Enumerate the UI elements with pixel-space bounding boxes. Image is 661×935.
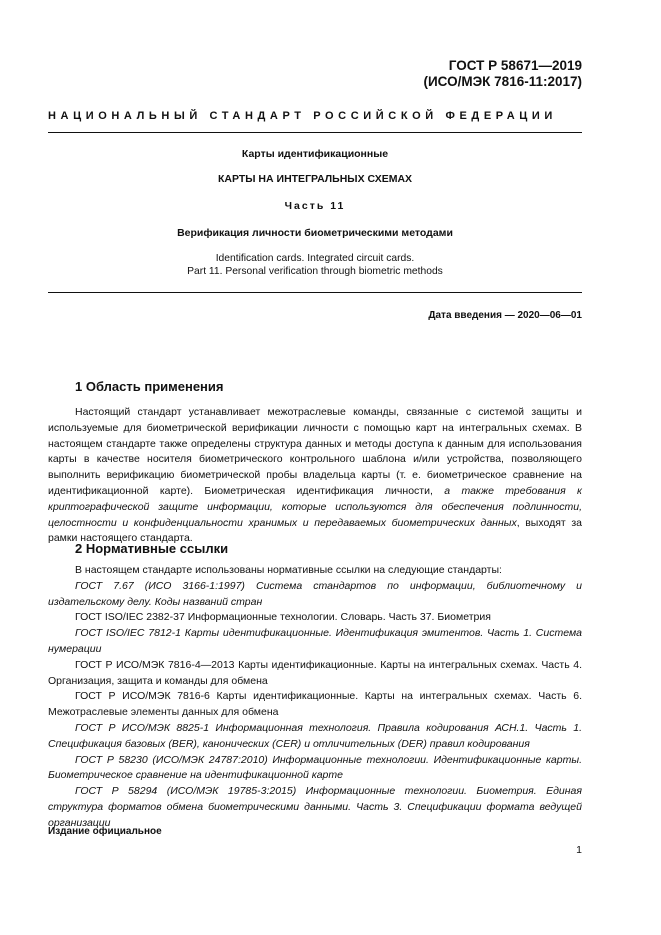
english-title-line-1: Identification cards. Integrated circuit cards. [215,253,415,264]
top-rule [48,132,582,133]
reference-item: ГОСТ ISO/IEC 2382-37 Информационные технологии. Словарь. Часть 37. Биометрия [75,611,491,624]
title-line-2: КАРТЫ НА ИНТЕГРАЛЬНЫХ СХЕМАХ [217,173,413,185]
title-part: Часть 11 [284,200,346,212]
section-2-heading: 2 Нормативные ссылки [75,541,229,556]
section-1-text-b: , выходят за рамки настоящего стандарта. [48,516,582,545]
section-1-paragraph [48,405,582,547]
section-1-body [48,405,582,547]
section-1-heading: 1 Область применения [75,379,224,394]
national-standard-banner: НАЦИОНАЛЬНЫЙ СТАНДАРТ РОССИЙСКОЙ ФЕДЕРАЦИИ [48,110,557,122]
section-2-intro: В настоящем стандарте использованы нормативные ссылки на следующие стандарты: [75,564,502,576]
standard-designation [423,58,582,90]
official-edition-label: Издание официальное [48,826,162,837]
reference-item: ГОСТ Р ИСО/МЭК 7816-6 Карты идентификационные. Карты на интегральных схемах. Часть 6. Межотраслевые элементы данных для обмена [48,690,582,719]
title-line-1: Карты идентификационные [241,148,389,160]
section-1-text-italic: а также требования к криптографической защите информации, которые используются для обеспечения подлинности, целостности и конфиденциальности хранимых и передаваемых биометрических данных [48,484,582,529]
section-1-text-a: Настоящий стандарт устанавливает межотраслевые команды, связанные с системой защиты и используемые для биометрической верификации личности с помощью карт на интегральных схемах. В настоящем стандарте также определены структура данных и методы доступа к данным для использования карты в качестве носителя биометрического контрольного шаблона и/или устройства, позволяющего выполнить верификацию биометрической пробы владельца карты (т. е. биометрическое сравнение на идентификационной карте). Биометрическая идентификация личности, [48,406,582,497]
reference-item: ГОСТ Р 58294 (ИСО/МЭК 19785-3:2015) Информационные технологии. Биометрия. Единая структура форматов обмена биометрическими данными. Часть 3. Спецификации формата ведущей организации [48,785,582,829]
reference-item: ГОСТ Р ИСО/МЭК 7816-4—2013 Карты идентификационные. Карты на интегральных схемах. Часть 4. Организация, защита и команды для обмена [48,658,582,687]
introduction-date: Дата введения — 2020—06—01 [428,310,582,321]
title-rule [48,292,582,293]
title-line-3: Верификация личности биометрическими методами [177,227,453,239]
reference-item: ГОСТ Р ИСО/МЭК 8825-1 Информационная технология. Правила кодирования АСН.1. Часть 1. Спецификация базовых (BER), канонических (CER) и отличительных (DER) правил кодирования [48,721,582,750]
reference-item: ГОСТ 7.67 (ИСО 3166-1:1997) Система стандартов по информации, библиотечному и издательскому делу. Коды названий стран [48,579,582,608]
english-title-line-2: Part 11. Personal verification through biometric methods [187,266,443,277]
gost-number: ГОСТ Р 58671—2019 [448,58,582,73]
section-2-body [48,563,582,832]
reference-item: ГОСТ ISO/IEC 7812-1 Карты идентификационные. Идентификация эмитентов. Часть 1. Система нумерации [48,627,582,655]
english-title [48,252,582,278]
page-number: 1 [576,844,582,856]
iso-number: (ИСО/МЭК 7816-11:2017) [423,74,582,89]
reference-item: ГОСТ Р 58230 (ИСО/МЭК 24787:2010) Информационные технологии. Идентификационные карты. Биометрическое сравнение на идентификационной карте [48,753,582,782]
